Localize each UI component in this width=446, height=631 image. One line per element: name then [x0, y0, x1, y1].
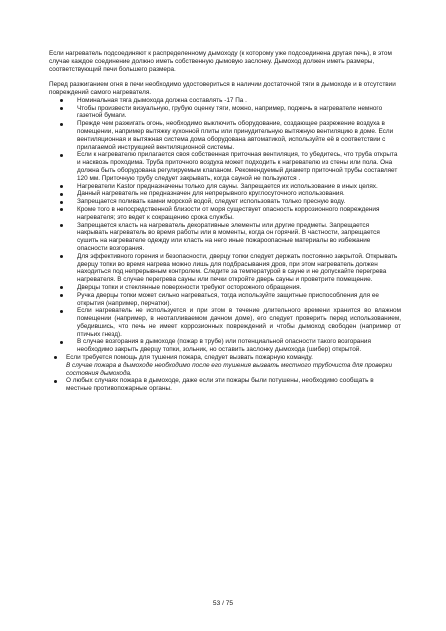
intro-paragraph: Если нагреватель подсоединяют к распределенному дымоходу (к которому уже подсоединена другая печь), в этом случае каждое соединение должно иметь собственную дымовую заслонку. Дымоход должен иметь размеры, соответствующий печи большего размера. [49, 50, 392, 73]
bullet-icon [60, 99, 63, 102]
list-item: Прежде чем разжигать огонь, необходимо выключить оборудование, создающее разрежение воздуха в помещении, например вытяжку кухонной плиты или принудительную вытяжную вентиляцию в доме. Если вентиляционная и вытяжная система дома оборудована автоматикой, используйте её в соответствии с прилагаемой инструкцией вентиляционной системы. [49, 120, 401, 151]
bullet-icon [60, 341, 63, 344]
bullet-icon [54, 380, 57, 383]
bullet-icon [60, 286, 63, 289]
list-item: Данный нагреватель не предназначен для непрерывного круглосуточного использования. [49, 190, 401, 198]
draft-check-paragraph: Перед разжиганием огня в печи необходимо удостовериться в наличии достаточной тяги в дымоходе и в отсутствии повреждений самого нагревателя. [49, 81, 396, 96]
bullet-icon [60, 255, 63, 258]
bullet-icon [60, 201, 63, 204]
list-item: Чтобы произвести визуальную, грубую оценку тяги, можно, например, поджечь в нагревателе немного газетной бумаги. [49, 105, 401, 121]
list-item: Кроме того в непосредственной близости от моря существует опасность коррозионного повреждения нагревателя; это ведет к сокращению срока службы. [49, 206, 401, 222]
bullet-icon [60, 185, 63, 188]
list-item: В случае возгорания в дымоходе (пожар в трубе) или потенциальной опасности такого возгорания необходимо закрыть дверцу топки, зольник, но оставить заслонку дымохода (шибер) открытой. [49, 338, 401, 354]
bullet-icon [60, 193, 63, 196]
list-item: Запрещается класть на нагреватель декоративные элементы или другие предметы. Запрещается накрывать нагреватель во время работы или в моменты, когда он горячий. В частности, запрещается сушить на нагревателе одежду или класть на него иные пожароопасные материалы во избежание опасности возгорания. [49, 222, 401, 253]
list-item: Если нагреватель не используется и при этом в течение длительного времени хранится во влажном помещении (например, в неотапливаемом дачном доме), его следует проверить перед использованием, убедившись, что печь не имеет коррозионных повреждений и чтобы дымоход свободен (например от птичьих гнезд). [49, 307, 401, 338]
list-item: Дверцы топки и стеклянные поверхности требуют осторожного обращения. [49, 284, 401, 292]
bullet-icon [60, 208, 63, 211]
list-item: Номинальная тяга дымохода должна составлять -17 Па . [49, 97, 401, 105]
bullet-icon [60, 107, 63, 110]
list-item: Для эффективного горения и безопасности, дверцу топки следует держать постоянно закрытой. Открывать дверцу топки во время нагрева можно лишь для подбрасывания дров, при этом нагреватель должен находиться под непрерывным контролем. Следите за температурой в сауне и не допускайте перегрева нагревателя. В случае перегрева сауны или печки откройте дверь сауны и проветрите помещение. [49, 253, 401, 284]
bullet-icon [60, 294, 63, 297]
document-body [49, 50, 401, 393]
bullet-icon [60, 310, 63, 313]
list-item: Ручка дверцы топки может сильно нагреваться, тогда используйте защитные приспособления для ее открытия (например, перчатки). [49, 292, 401, 308]
safety-bullet-list [49, 97, 401, 393]
list-item: Нагреватели Kastor предназначены только для сауны. Запрещается их использование в иных целях. [49, 183, 401, 191]
bullet-icon [60, 123, 63, 126]
list-item: Запрещается поливать камни морской водой, следует использовать только пресную воду. [49, 198, 401, 206]
bullet-icon [54, 356, 57, 359]
list-item: Если к нагревателю прилагается своя собственная приточная вентиляция, то убедитесь, что труба открыта и насквозь проходима. Труба приточного воздуха может подходить к нагревателю из стены или пола. Она должна быть оборудована регулируемым клапаном. Рекомендуемый диаметр приточной трубы составляет 120 мм. Приточную трубу следует закрывать, когда сауной не пользуются . [49, 151, 401, 182]
bullet-icon [60, 224, 63, 227]
list-item-fire-brigade: Если требуется помощь для тушения пожара, следует вызвать пожарную команду. В случае пожара в дымоходе необходимо после его тушения вызвать местного трубочиста для проверки состояния дымохода. [49, 354, 401, 377]
bullet-icon [60, 154, 63, 157]
list-item-report-fire: О любых случаях пожара в дымоходе, даже если эти пожары были потушены, необходимо сообщать в местные противопожарные органы. [49, 377, 401, 393]
page-number: 53 / 75 [212, 600, 234, 607]
chimney-sweep-note: В случае пожара в дымоходе необходимо после его тушения вызвать местного трубочиста для проверки состояния дымохода. [66, 361, 393, 377]
